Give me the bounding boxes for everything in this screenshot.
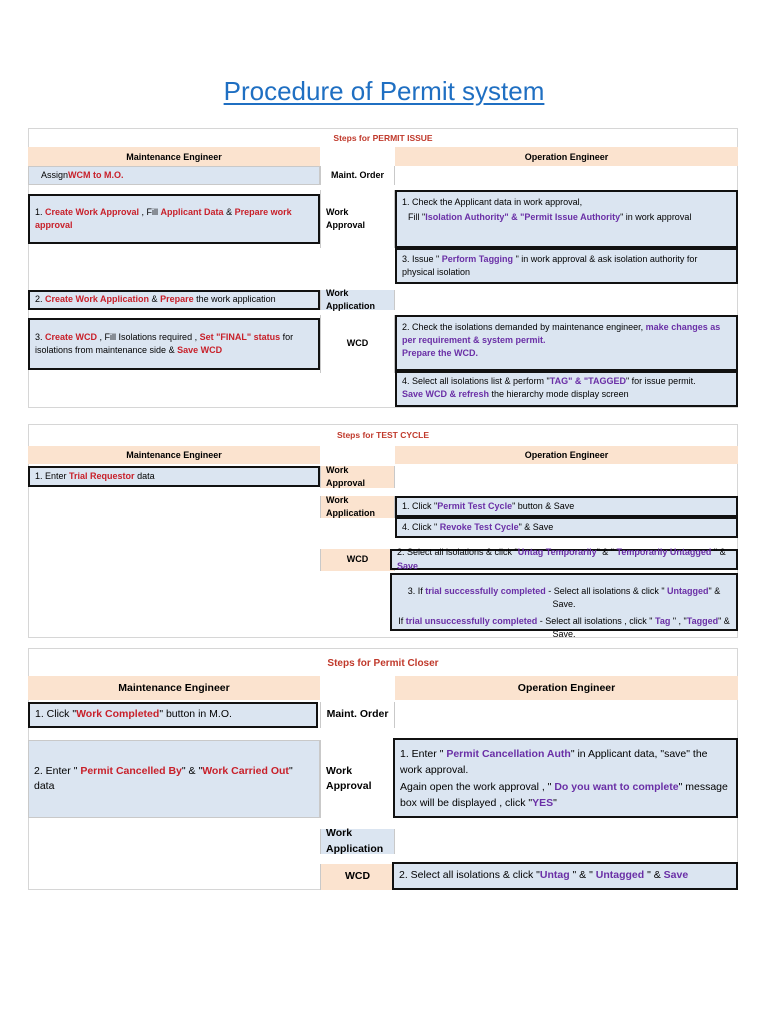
label-maint-order-3: Maint. Order <box>320 702 395 728</box>
label-work-application-2: Work Application <box>320 496 395 518</box>
tag-tagged-cell: 4. Select all isolations list & perform "TAG" & "TAGGED" for issue permit. Save WCD & refresh the hierarchy mode display screen <box>395 371 738 407</box>
permit-cancellation-auth-cell: 1. Enter " Permit Cancellation Auth" in Applicant data, "save" the work approval. Again open the work approval , " Do you want to complete" message box will be displayed , click "YES" <box>393 738 738 818</box>
section-title-test-cycle: Steps for TEST CYCLE <box>336 430 430 440</box>
header-maintenance-engineer-2: Maintenance Engineer <box>28 446 320 464</box>
check-applicant-cell: 1. Check the Applicant data in work approval, Fill "Isolation Authority" & "Permit Issue Authority" in work approval <box>395 190 738 248</box>
untag-untagged-cell: 2. Select all isolations & click "Untag " & " Untagged " & Save <box>392 862 738 890</box>
permit-test-cycle-cell: 1. Click "Permit Test Cycle" button & Save <box>395 496 738 517</box>
permit-cancelled-by-cell: 2. Enter " Permit Cancelled By" & "Work Carried Out" data <box>28 740 320 818</box>
revoke-test-cycle-cell: 4. Click " Revoke Test Cycle" & Save <box>395 517 738 538</box>
header-maintenance-engineer-3: Maintenance Engineer <box>28 676 320 700</box>
create-work-approval-cell: 1. Create Work Approval , Fill Applicant Data & Prepare work approval <box>28 194 320 244</box>
assign-wcm-cell: Assign WCM to M.O. <box>28 166 320 185</box>
header-operation-engineer-2: Operation Engineer <box>395 446 738 464</box>
enter-trial-requestor-cell: 1. Enter Trial Requestor data <box>28 466 320 487</box>
label-maint-order: Maint. Order <box>320 166 395 185</box>
perform-tagging-cell: 3. Issue " Perform Tagging " in work approval & ask isolation authority for physical isolation <box>395 248 738 284</box>
label-wcd-2: WCD <box>320 549 395 571</box>
label-work-approval-2: Work Approval <box>320 466 395 488</box>
section-title-permit-closer: Steps for Permit Closer <box>327 658 439 669</box>
label-work-approval-3: Work Approval <box>320 740 395 818</box>
label-work-application-3: Work Application <box>320 829 395 854</box>
check-isolations-cell: 2. Check the isolations demanded by maintenance engineer, make changes as per requirement & system permit. Prepare the WCD. <box>395 315 738 371</box>
label-wcd-3: WCD <box>320 864 395 890</box>
work-completed-cell: 1. Click "Work Completed" button in M.O. <box>28 702 318 728</box>
label-wcd: WCD <box>320 315 395 373</box>
label-work-application: Work Application <box>320 290 395 310</box>
section-title-permit-issue: Steps for PERMIT ISSUE <box>333 133 433 143</box>
label-work-approval: Work Approval <box>320 190 395 248</box>
header-operation-engineer-3: Operation Engineer <box>395 676 738 700</box>
create-work-application-cell: 2. Create Work Application & Prepare the work application <box>28 290 320 310</box>
header-operation-engineer: Operation Engineer <box>395 147 738 166</box>
page-title: Procedure of Permit system <box>223 76 545 106</box>
trial-result-cell: 3. If trial successfully completed - Select all isolations & click " Untagged" & Save. If trial unsuccessfully completed - Select all isolations , click " Tag " , "Tagged" & Save. <box>390 573 738 631</box>
create-wcd-cell: 3. Create WCD , Fill Isolations required , Set "FINAL" status for isolations from maintenance side & Save WCD <box>28 318 320 370</box>
header-maintenance-engineer: Maintenance Engineer <box>28 147 320 166</box>
untag-temporarily-cell: 2. Select all isolations & click "Untag Temporarily" & " Temporarily Untagged " & Save <box>390 549 738 570</box>
